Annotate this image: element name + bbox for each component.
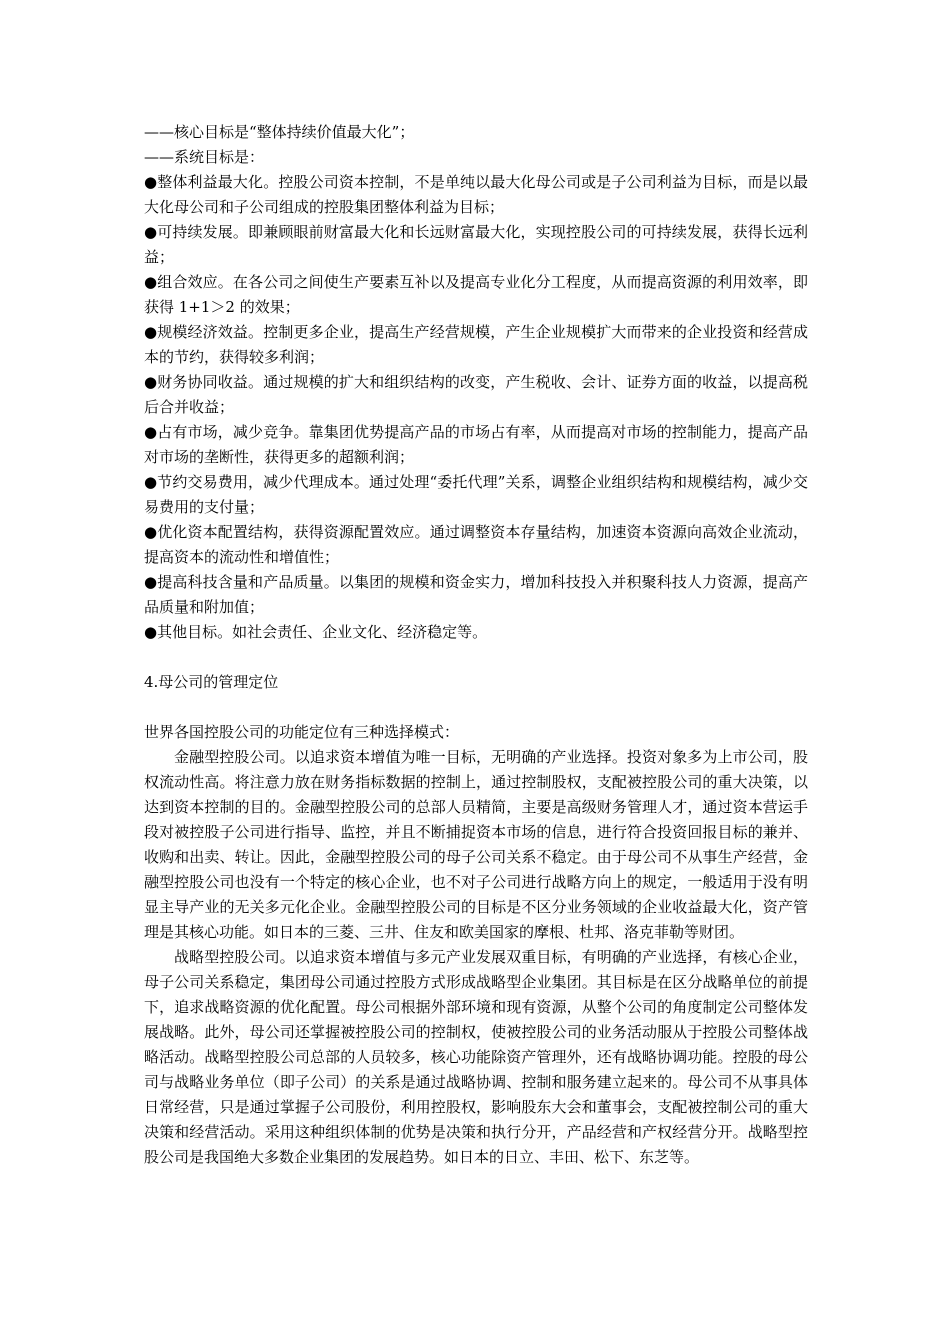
section-intro: 世界各国控股公司的功能定位有三种选择模式： — [144, 723, 460, 741]
section-heading: 4.母公司的管理定位 — [144, 673, 279, 691]
intro-line-core-goal: ——核心目标是“整体持续价值最大化”； — [144, 123, 415, 141]
bullet-item: ●规模经济效益。控制更多企业，提高生产经营规模，产生企业规模扩大而带来的企业投资和经营成本的节约，获得较多利润； — [144, 323, 808, 366]
bullet-item: ●提高科技含量和产品质量。以集团的规模和资金实力，增加科技投入并积聚科技人力资源，提高产品质量和附加值； — [144, 573, 808, 616]
bullet-item: ●整体利益最大化。控股公司资本控制，不是单纯以最大化母公司或是子公司利益为目标，而是以最大化母公司和子公司组成的控股集团整体利益为目标； — [144, 173, 808, 216]
intro-line-system-goal: ——系统目标是： — [144, 148, 265, 166]
paragraph-strategic-holding: 战略型控股公司。以追求资本增值与多元产业发展双重目标，有明确的产业选择，有核心企业，母子公司关系稳定，集团母公司通过控股方式形成战略型企业集团。其目标是在区分战略单位的前提下，追求战略资源的优化配置。母公司根据外部环境和现有资源，从整个公司的角度制定公司整体发展战略。此外，母公司还掌握被控股公司的控制权，使被控股公司的业务活动服从于控股公司整体战略活动。战略型控股公司总部的人员较多，核心功能除资产管理外，还有战略协调功能。控股的母公司与战略业务单位（即子公司）的关系是通过战略协调、控制和服务建立起来的。母公司不从事具体日常经营，只是通过掌握子公司股份，利用控股权，影响股东大会和董事会，支配被控制公司的重大决策和经营活动。采用这种组织体制的优势是决策和执行分开，产品经营和产权经营分开。战略型控股公司是我国绝大多数企业集团的发展趋势。如日本的日立、丰田、松下、东芝等。 — [144, 948, 808, 1166]
bullet-item: ●其他目标。如社会责任、企业文化、经济稳定等。 — [144, 623, 488, 641]
document-page — [144, 120, 808, 1170]
bullet-item: ●组合效应。在各公司之间使生产要素互补以及提高专业化分工程度，从而提高资源的利用效率，即获得 1+1＞2 的效果； — [144, 273, 808, 316]
bullet-item: ●可持续发展。即兼顾眼前财富最大化和长远财富最大化，实现控股公司的可持续发展，获得长远利益； — [144, 223, 808, 266]
bullet-item: ●财务协同收益。通过规模的扩大和组织结构的改变，产生税收、会计、证券方面的收益，以提高税后合并收益； — [144, 373, 808, 416]
bullet-item: ●占有市场，减少竞争。靠集团优势提高产品的市场占有率，从而提高对市场的控制能力，提高产品对市场的垄断性，获得更多的超额利润； — [144, 423, 808, 466]
bullet-item: ●优化资本配置结构，获得资源配置效应。通过调整资本存量结构，加速资本资源向高效企业流动，提高资本的流动性和增值性； — [144, 523, 808, 566]
goal-bullet-list — [144, 170, 808, 645]
paragraph-financial-holding: 金融型控股公司。以追求资本增值为唯一目标，无明确的产业选择。投资对象多为上市公司，股权流动性高。将注意力放在财务指标数据的控制上，通过控制股权，支配被控股公司的重大决策，以达到资本控制的目的。金融型控股公司的总部人员精简，主要是高级财务管理人才，通过资本营运手段对被控股子公司进行指导、监控，并且不断捕捉资本市场的信息，进行符合投资回报目标的兼并、收购和出卖、转让。因此，金融型控股公司的母子公司关系不稳定。由于母公司不从事生产经营，金融型控股公司也没有一个特定的核心企业，也不对子公司进行战略方向上的规定，一般适用于没有明显主导产业的无关多元化企业。金融型控股公司的目标是不区分业务领域的企业收益最大化，资产管理是其核心功能。如日本的三菱、三井、住友和欧美国家的摩根、杜邦、洛克菲勒等财团。 — [144, 748, 808, 941]
bullet-item: ●节约交易费用，减少代理成本。通过处理“委托代理”关系，调整企业组织结构和规模结构，减少交易费用的支付量； — [144, 473, 808, 516]
